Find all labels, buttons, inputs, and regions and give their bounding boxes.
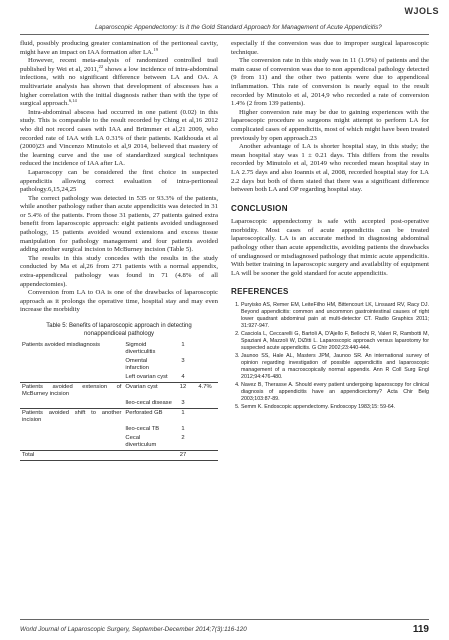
table-cell xyxy=(192,341,218,357)
paragraph: Conversion from LA to OA is one of the drawbacks of laparoscopic approach as it prolongs the operative time, hospital stay and may even increase the morbidity xyxy=(20,289,218,314)
table-cell: 4 xyxy=(181,374,185,380)
table-cell xyxy=(20,425,123,434)
table-cell: 3 xyxy=(181,400,185,406)
table-cell xyxy=(192,357,218,373)
table-cell xyxy=(20,434,123,451)
reference-item: 2. Casciola L, Ceccarelli G, Bartoli A, D'Ajello F, Bellochi R, Valeri R, Rambotti M, Spaziani A, Mazzoli W, DiZitti L. Laparoscopic approach versus laparotomy for suspected acute appendicitis. G Chir 2002;23:440-444. xyxy=(241,331,429,352)
table-cell: Left ovarian cyst xyxy=(125,374,168,380)
table-cell: 12 xyxy=(174,383,192,400)
table-row xyxy=(20,434,218,451)
table-cell: Cecal diverticulum xyxy=(125,435,157,448)
table-row xyxy=(20,341,218,357)
table-cell xyxy=(192,425,218,434)
table-cell: Perforated GB xyxy=(123,409,174,426)
reference-item: 5. Semm K. Endoscopic appendectomy. Endoscopy 1983;15: 59-64. xyxy=(241,404,429,411)
table-row xyxy=(20,425,218,434)
table-cell: 1 xyxy=(174,409,192,426)
table-total-row xyxy=(20,451,218,461)
table-cell: 3 xyxy=(181,358,185,364)
right-column xyxy=(231,40,429,412)
total-value: 27 xyxy=(174,451,192,461)
table-cell xyxy=(192,373,218,383)
table-cell xyxy=(20,357,123,373)
paragraph: Laparoscopy can be considered the first choice in suspected appendicitis allowing correct evaluation of intra-peritoneal pathology.6,15,24,25 xyxy=(20,168,218,194)
table-cell xyxy=(192,434,218,451)
paragraph: The results in this study concedes with the results in the study conducted by Ma et al,26 from 271 patients with a normal appendix, extra-appendiceal pathology was found in 71 (4.8% of all appendectomies). xyxy=(20,254,218,288)
reference-list xyxy=(231,302,429,411)
table-cell: 2 xyxy=(181,435,185,441)
table-cell: Sigmoid diverticulitis xyxy=(125,342,156,355)
table-caption: Table 5: Benefits of laparoscopic approach in detecting nonappendiceal pathology xyxy=(46,323,192,337)
table-row xyxy=(20,409,218,426)
journal-footer: World Journal of Laparoscopic Surgery, September-December 2014;7(3):116-120 xyxy=(20,626,247,633)
paragraph: Intra-abdominal abscess had occurred in one patient (0.02) in this study. This is comparable to the result recorded by Ching et al,16 2012 who did not record cases with IAA and Brümmer et al,21 2009, who recorded rate of IAA with LA 0.31% of their patients. Katkhouda et al (2000)23 and Vincenzo Minutolo et al,9 2014, believed that mastery of the learning curve and the use of standardized surgical techniques reduced the incidence of IAA after LA. xyxy=(20,108,218,168)
table-cell: 4.7% xyxy=(192,383,218,400)
table-cell: Patients avoided misdiagnosis xyxy=(22,342,100,348)
paragraph: fluid, possibly producing greater contamination of the peritoneal cavity, might have an impact on IAA formation after LA.$^{19}$ xyxy=(20,40,218,56)
table-cell: Ileo-cecal disease xyxy=(125,400,172,406)
reference-item: 3. Jaunoo SS, Hale AL, Masters JPM, Jaunoo SR. An international survey of opinion regarding investigation of possible appendicitis and laparoscopic management of a macroscopically normal appendix. Ann R Coll Surg Engl 2012;94:476-480. xyxy=(241,353,429,381)
table-row xyxy=(20,373,218,383)
paragraph: The conversion rate in this study was in 11 (1.9%) of patients and the main cause of conversion was due to non appendiceal pathology detected (9 from 11) and the other two patients were due to appendiceal inflammation. This rate of conversion is nearly equal to the result recorded by Minutolo et al, 2014,9 who recorded a rate of conversion 1.4% (2 from 139 patients). xyxy=(231,57,429,108)
reference-item: 1. Puryisko AS, Remer EM, LeiteFilho HM, Bittencourt LK, Linsaard RV, Racy DJ. Beyond appendicitis: common and uncommon gastrointestinal causes of right lower quadrant abdominal pain at multi-detector CT. Radio Graphics 2011; 31:927-947. xyxy=(241,302,429,330)
table-row xyxy=(20,399,218,409)
table-row xyxy=(20,383,218,400)
footer-rule xyxy=(20,619,429,620)
left-column xyxy=(20,40,218,461)
running-head: Laparoscopic Appendectomy: Is it the Gold Standard Approach for Management of Acute Appendicitis? xyxy=(95,24,382,31)
table-cell xyxy=(192,399,218,409)
paragraph: The correct pathology was detected in 535 or 93.3% of the patients, while another pathology rather than acute appendicitis was detected in 31 or 5.4% of the patients. From those 31 patients, 27 patients gained extra benefit from laparoscopic approach: eight patients avoided undiagnosed pathology, 15 patients avoided wound extensions and excess tissue manipulation for pathology management and four patients avoided adding another surgical incision to McBurney incision (Table 5). xyxy=(20,194,218,254)
table-cell: Ovarian cyst xyxy=(123,383,174,400)
journal-abbreviation: WJOLS xyxy=(404,6,439,16)
page-number: 119 xyxy=(412,624,429,635)
total-label: Total xyxy=(20,451,123,461)
header-rule xyxy=(20,34,429,35)
benefits-table xyxy=(20,341,218,461)
paragraph: Another advantage of LA is shorter hospital stay, in this study; the mean hospital stay was 1 ± 0.21 days. This differs from the results recorded by Minutolo et al, 20149 who recorded mean hospital stay in LA 2.75 days and also Ioannis et al, 2008, recorded hospital stay for LA 2.2 days but both of them stated that there was a significant difference between both LA and OP regarding hospital stay. xyxy=(231,143,429,194)
conclusion-text: Laparoscopic appendectomy is safe with accepted post-operative morbidity. Most cases of acute appendicitis can be treated laparoscopically. LA is an accurate method in diagnosing abdominal pathology other than acute appendicitis, avoiding patients the drawbacks of undiagnosed or misdiagnosed pathology that mimic acute appendicitis. With better training in laparoscopic surgery and availability of equipment LA will be sooner the gold standard for acute appendicitis. xyxy=(231,218,429,277)
table-cell: Patients avoided extension of McBurney incision xyxy=(22,384,122,397)
table-cell: 1 xyxy=(181,426,185,432)
references-heading: REFERENCES xyxy=(231,287,289,297)
table-cell: Ileo-cecal TB xyxy=(125,426,160,432)
table-cell xyxy=(192,409,218,426)
reference-item: 4. Navez B, Therasse A. Should every patient undergoing laparoscopy for clinical diagnosis of appendicitis have an appendicectomy? Acta Chir Belg 2003;103:87-89. xyxy=(241,382,429,403)
table-cell: 1 xyxy=(181,342,185,348)
table-cell: Omental infarction xyxy=(125,358,149,371)
paragraph: Higher conversion rate may be due to gaining experiences with the laparoscopic procedure so surgeons might attempt to perform LA for complicated cases of appendicitis, most of which might have been treated previously by open approach.23 xyxy=(231,108,429,142)
paragraph: However, recent meta-analysis of randomized controlled trail published by Wei et al, 2011,22 shows a low incidence of intra-abdominal infections, with no significant difference between LA and OA. A multivariate analysis has shown that development of abscesses has a higher correlation with the initial diagnosis rather than with the type of surgical approach.$^{6,14}$ xyxy=(20,57,219,108)
conclusion-heading: CONCLUSION xyxy=(231,203,288,213)
table-cell: Patients avoided shift to another incision xyxy=(22,410,122,423)
table-cell xyxy=(20,373,123,383)
table-row xyxy=(20,357,218,373)
table-cell xyxy=(20,399,123,409)
paragraph: especially if the conversion was due to improper surgical laparoscopic technique. xyxy=(231,40,429,56)
